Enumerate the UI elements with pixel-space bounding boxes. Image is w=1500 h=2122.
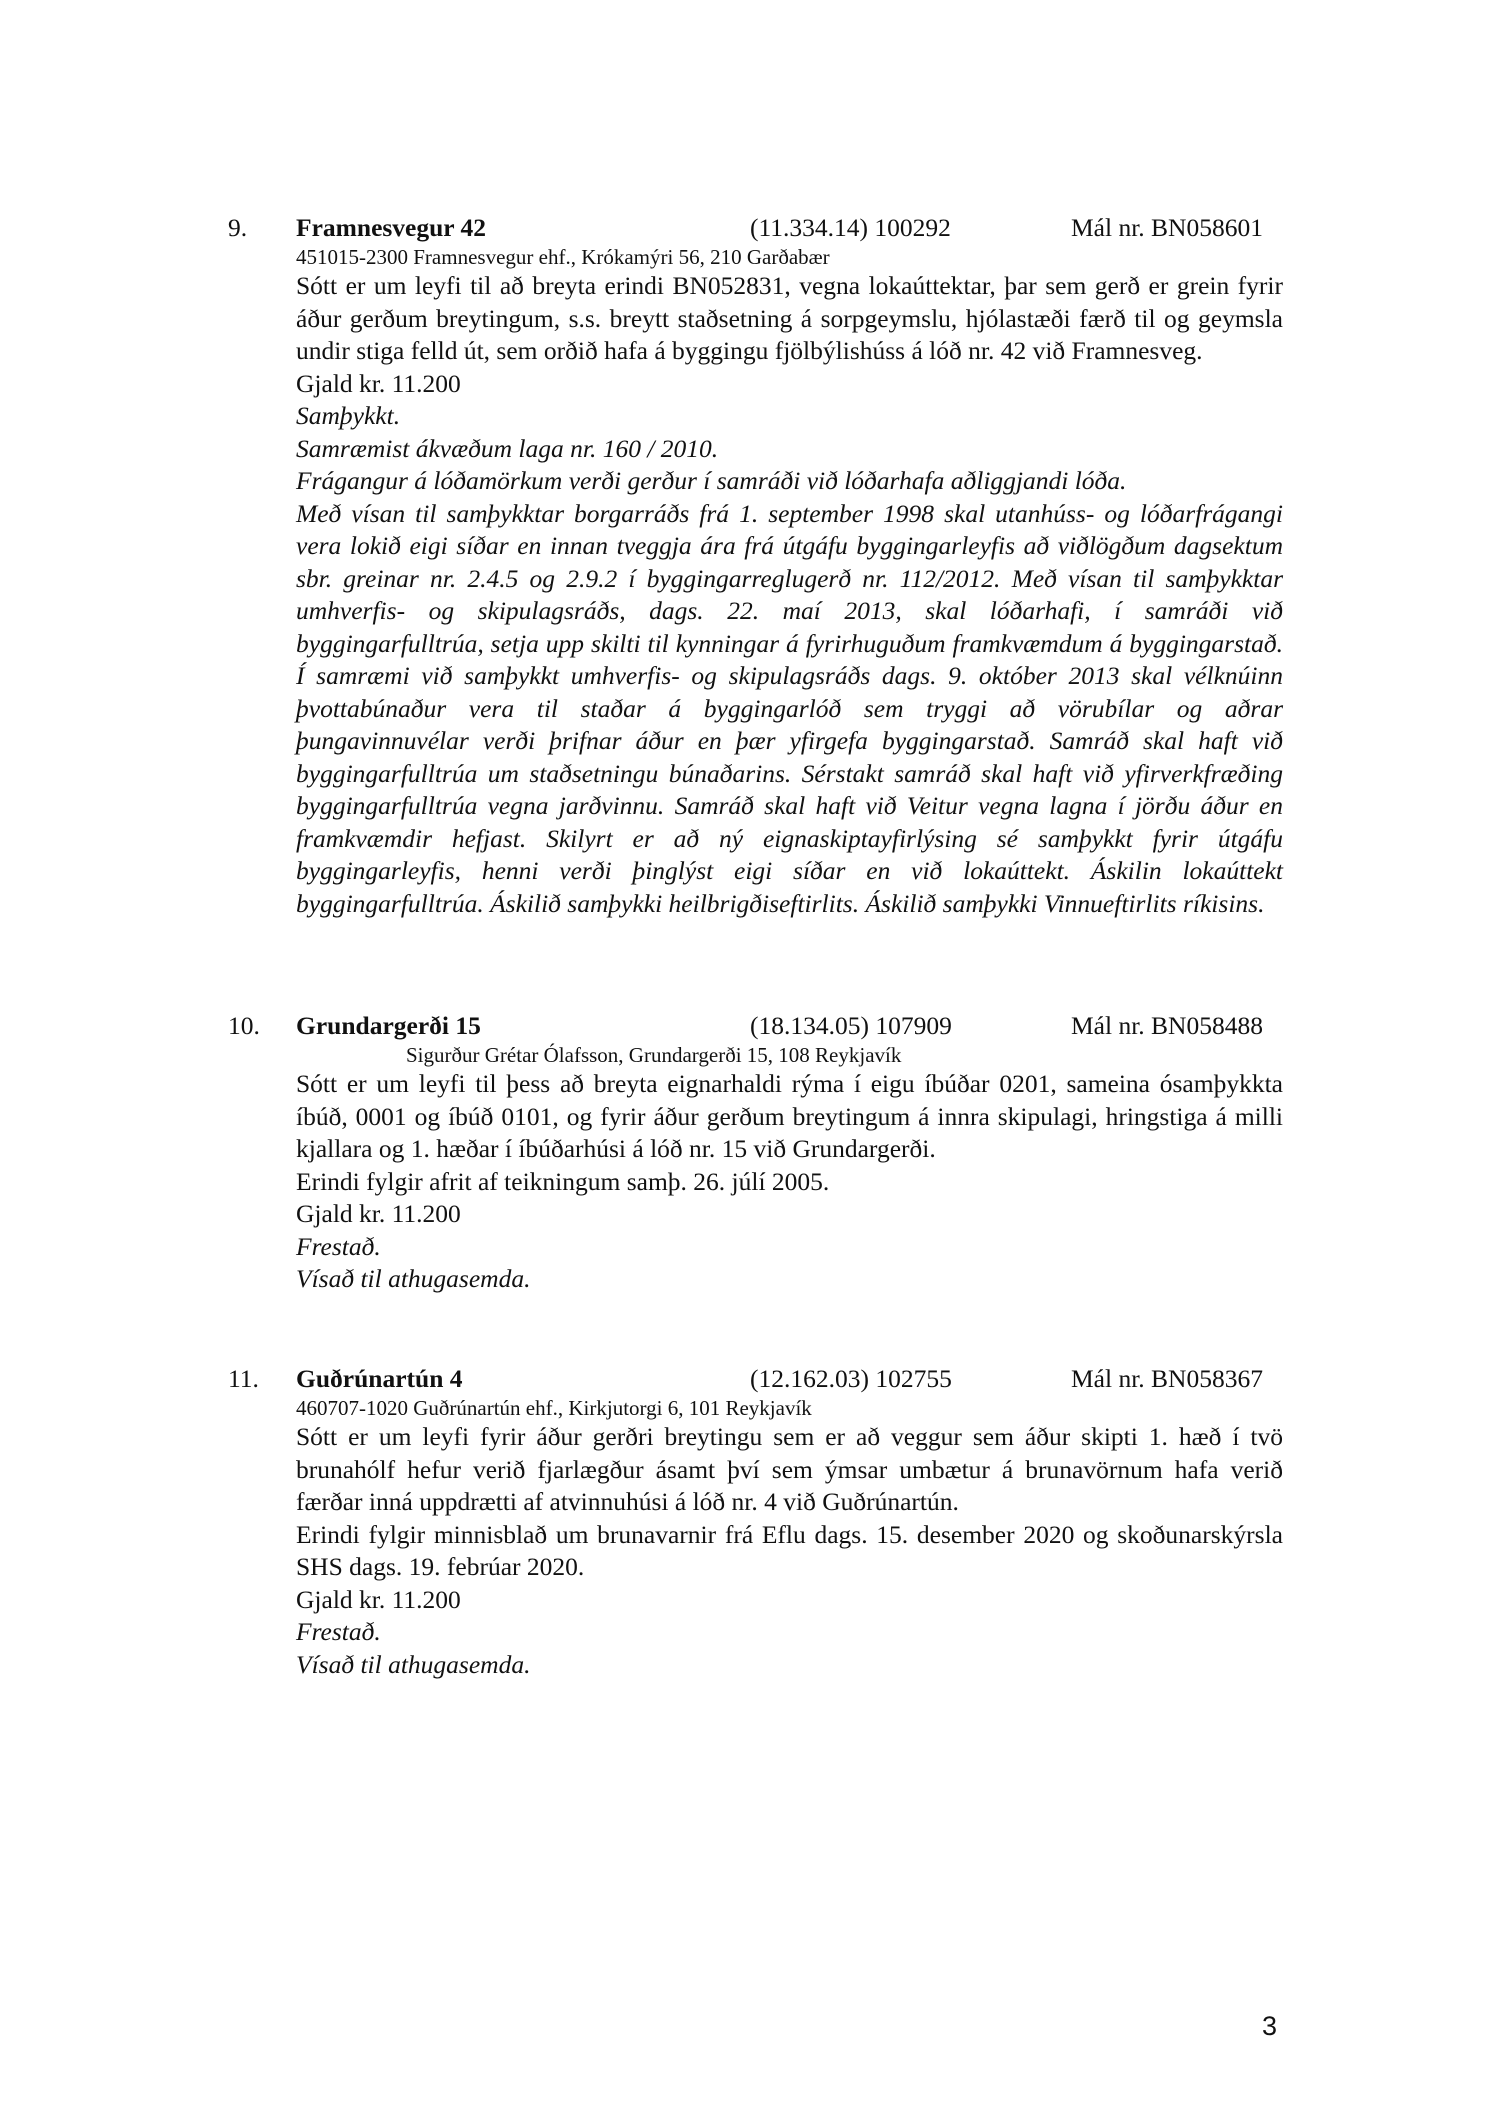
case-file-number: Mál nr. BN058367 — [1071, 1364, 1263, 1393]
case-header — [228, 212, 1283, 245]
case-decision: Samþykkt. — [296, 401, 401, 430]
case-body — [296, 270, 1283, 920]
case-header — [228, 1010, 1283, 1043]
case-land-reference: (18.134.05) 107909 — [750, 1011, 952, 1040]
case-body — [296, 1068, 1283, 1296]
case-address: Grundargerði 15 — [296, 1011, 481, 1040]
case-attachment: Erindi fylgir minnisblað um brunavarnir frá Eflu dags. 15. desember 2020 og skoðunarskýrsla SHS dags. 19. febrúar 2020. — [296, 1519, 1283, 1581]
case-applicant: 451015-2300 Framnesvegur ehf., Krókamýri 56, 210 Garðabær — [296, 245, 830, 269]
case-description: Sótt er um leyfi fyrir áður gerðri breytingu sem er að veggur sem áður skipti 1. hæð í tvö brunahólf hefur verið fjarlægður ásamt því sem ýmsar umbætur á brunavörnum hafa verið færðar inná uppdrætti af atvinnuhúsi á lóð nr. 4 við Guðrúnartún. — [296, 1422, 1283, 1516]
case-number: 9. — [228, 213, 248, 242]
case-land-reference: (12.162.03) 102755 — [750, 1364, 952, 1393]
case-number: 10. — [228, 1011, 260, 1040]
case-condition: Frágangur á lóðamörkum verði gerður í samráði við lóðarhafa aðliggjandi lóða. — [296, 466, 1127, 495]
case-file-number: Mál nr. BN058488 — [1071, 1011, 1263, 1040]
case-description: Sótt er um leyfi til þess að breyta eignarhaldi rýma í eigu íbúðar 0201, sameina ósamþykkta íbúð, 0001 og íbúð 0101, og fyrir áður gerðum breytingum á innra skipulagi, hringstiga á milli kjallara og 1. hæðar í íbúðarhúsi á lóð nr. 15 við Grundargerði. — [296, 1069, 1283, 1163]
page-number: 3 — [1262, 2011, 1278, 2041]
case-item-11 — [228, 1363, 1283, 1681]
case-item-9 — [228, 212, 1283, 920]
case-fee: Gjald kr. 11.200 — [296, 368, 461, 398]
case-number: 11. — [228, 1364, 259, 1393]
case-decision: Frestað. — [296, 1617, 381, 1646]
case-condition: Með vísan til samþykktar borgarráðs frá 1. september 1998 skal utanhúss- og lóðarfrágangi vera lokið eigi síðar en innan tveggja ára frá útgáfu byggingarleyfis að viðlögðum dagsektum sbr. greinar nr. 2.4.5 og 2.9.2 í byggingarreglugerð nr. 112/2012. Með vísan til samþykktar umhverfis- og skipulagsráðs, dags. 22. maí 2013, skal lóðarhafi, í samráði við byggingarfulltrúa, setja upp skilti til kynningar á fyrirhuguðum framkvæmdum á byggingarstað. Í samræmi við samþykkt umhverfis- og skipulagsráðs dags. 9. október 2013 skal vélknúinn þvottabúnaður vera til staðar á byggingarlóð sem tryggi að vörubílar og aðrar þungavinnuvélar verði þrifnar áður en þær yfirgefa byggingarstað. Samráð skal haft við byggingarfulltrúa um staðsetningu búnaðarins. Sérstakt samráð skal haft við yfirverkfræðing byggingarfulltrúa vegna jarðvinnu. Samráð skal haft við Veitur vegna lagna í jörðu áður en framkvæmdir hefjast. Skilyrt er að ný eignaskiptayfirlýsing sé samþykkt fyrir útgáfu byggingarleyfis, henni verði þinglýst eigi síðar en við lokaúttekt. Áskilin lokaúttekt byggingarfulltrúa. Áskilið samþykki heilbrigðiseftirlits. Áskilið samþykki Vinnueftirlits ríkisins. — [296, 498, 1283, 918]
case-applicant: 460707-1020 Guðrúnartún ehf., Kirkjutorgi 6, 101 Reykjavík — [296, 1396, 812, 1420]
case-note: Vísað til athugasemda. — [296, 1649, 531, 1679]
case-address: Guðrúnartún 4 — [296, 1364, 463, 1393]
case-file-number: Mál nr. BN058601 — [1071, 213, 1263, 242]
case-condition: Samræmist ákvæðum laga nr. 160 / 2010. — [296, 433, 719, 463]
case-address: Framnesvegur 42 — [296, 213, 487, 242]
case-body — [296, 1421, 1283, 1681]
case-attachment: Erindi fylgir afrit af teikningum samþ. 26. júlí 2005. — [296, 1166, 830, 1196]
case-header — [228, 1363, 1283, 1396]
case-fee: Gjald kr. 11.200 — [296, 1584, 461, 1614]
case-applicant: Sigurður Grétar Ólafsson, Grundargerði 15, 108 Reykjavík — [406, 1043, 902, 1067]
case-description: Sótt er um leyfi til að breyta erindi BN052831, vegna lokaúttektar, þar sem gerð er grein fyrir áður gerðum breytingum, s.s. breytt staðsetning á sorpgeymslu, hjólastæði færð til og geymsla undir stiga felld út, sem orðið hafa á byggingu fjölbýlishúss á lóð nr. 42 við Framnesveg. — [296, 271, 1283, 365]
case-decision: Frestað. — [296, 1231, 381, 1261]
case-item-10 — [228, 1010, 1283, 1296]
case-note: Vísað til athugasemda. — [296, 1264, 531, 1293]
case-fee: Gjald kr. 11.200 — [296, 1199, 461, 1228]
case-land-reference: (11.334.14) 100292 — [750, 213, 951, 242]
